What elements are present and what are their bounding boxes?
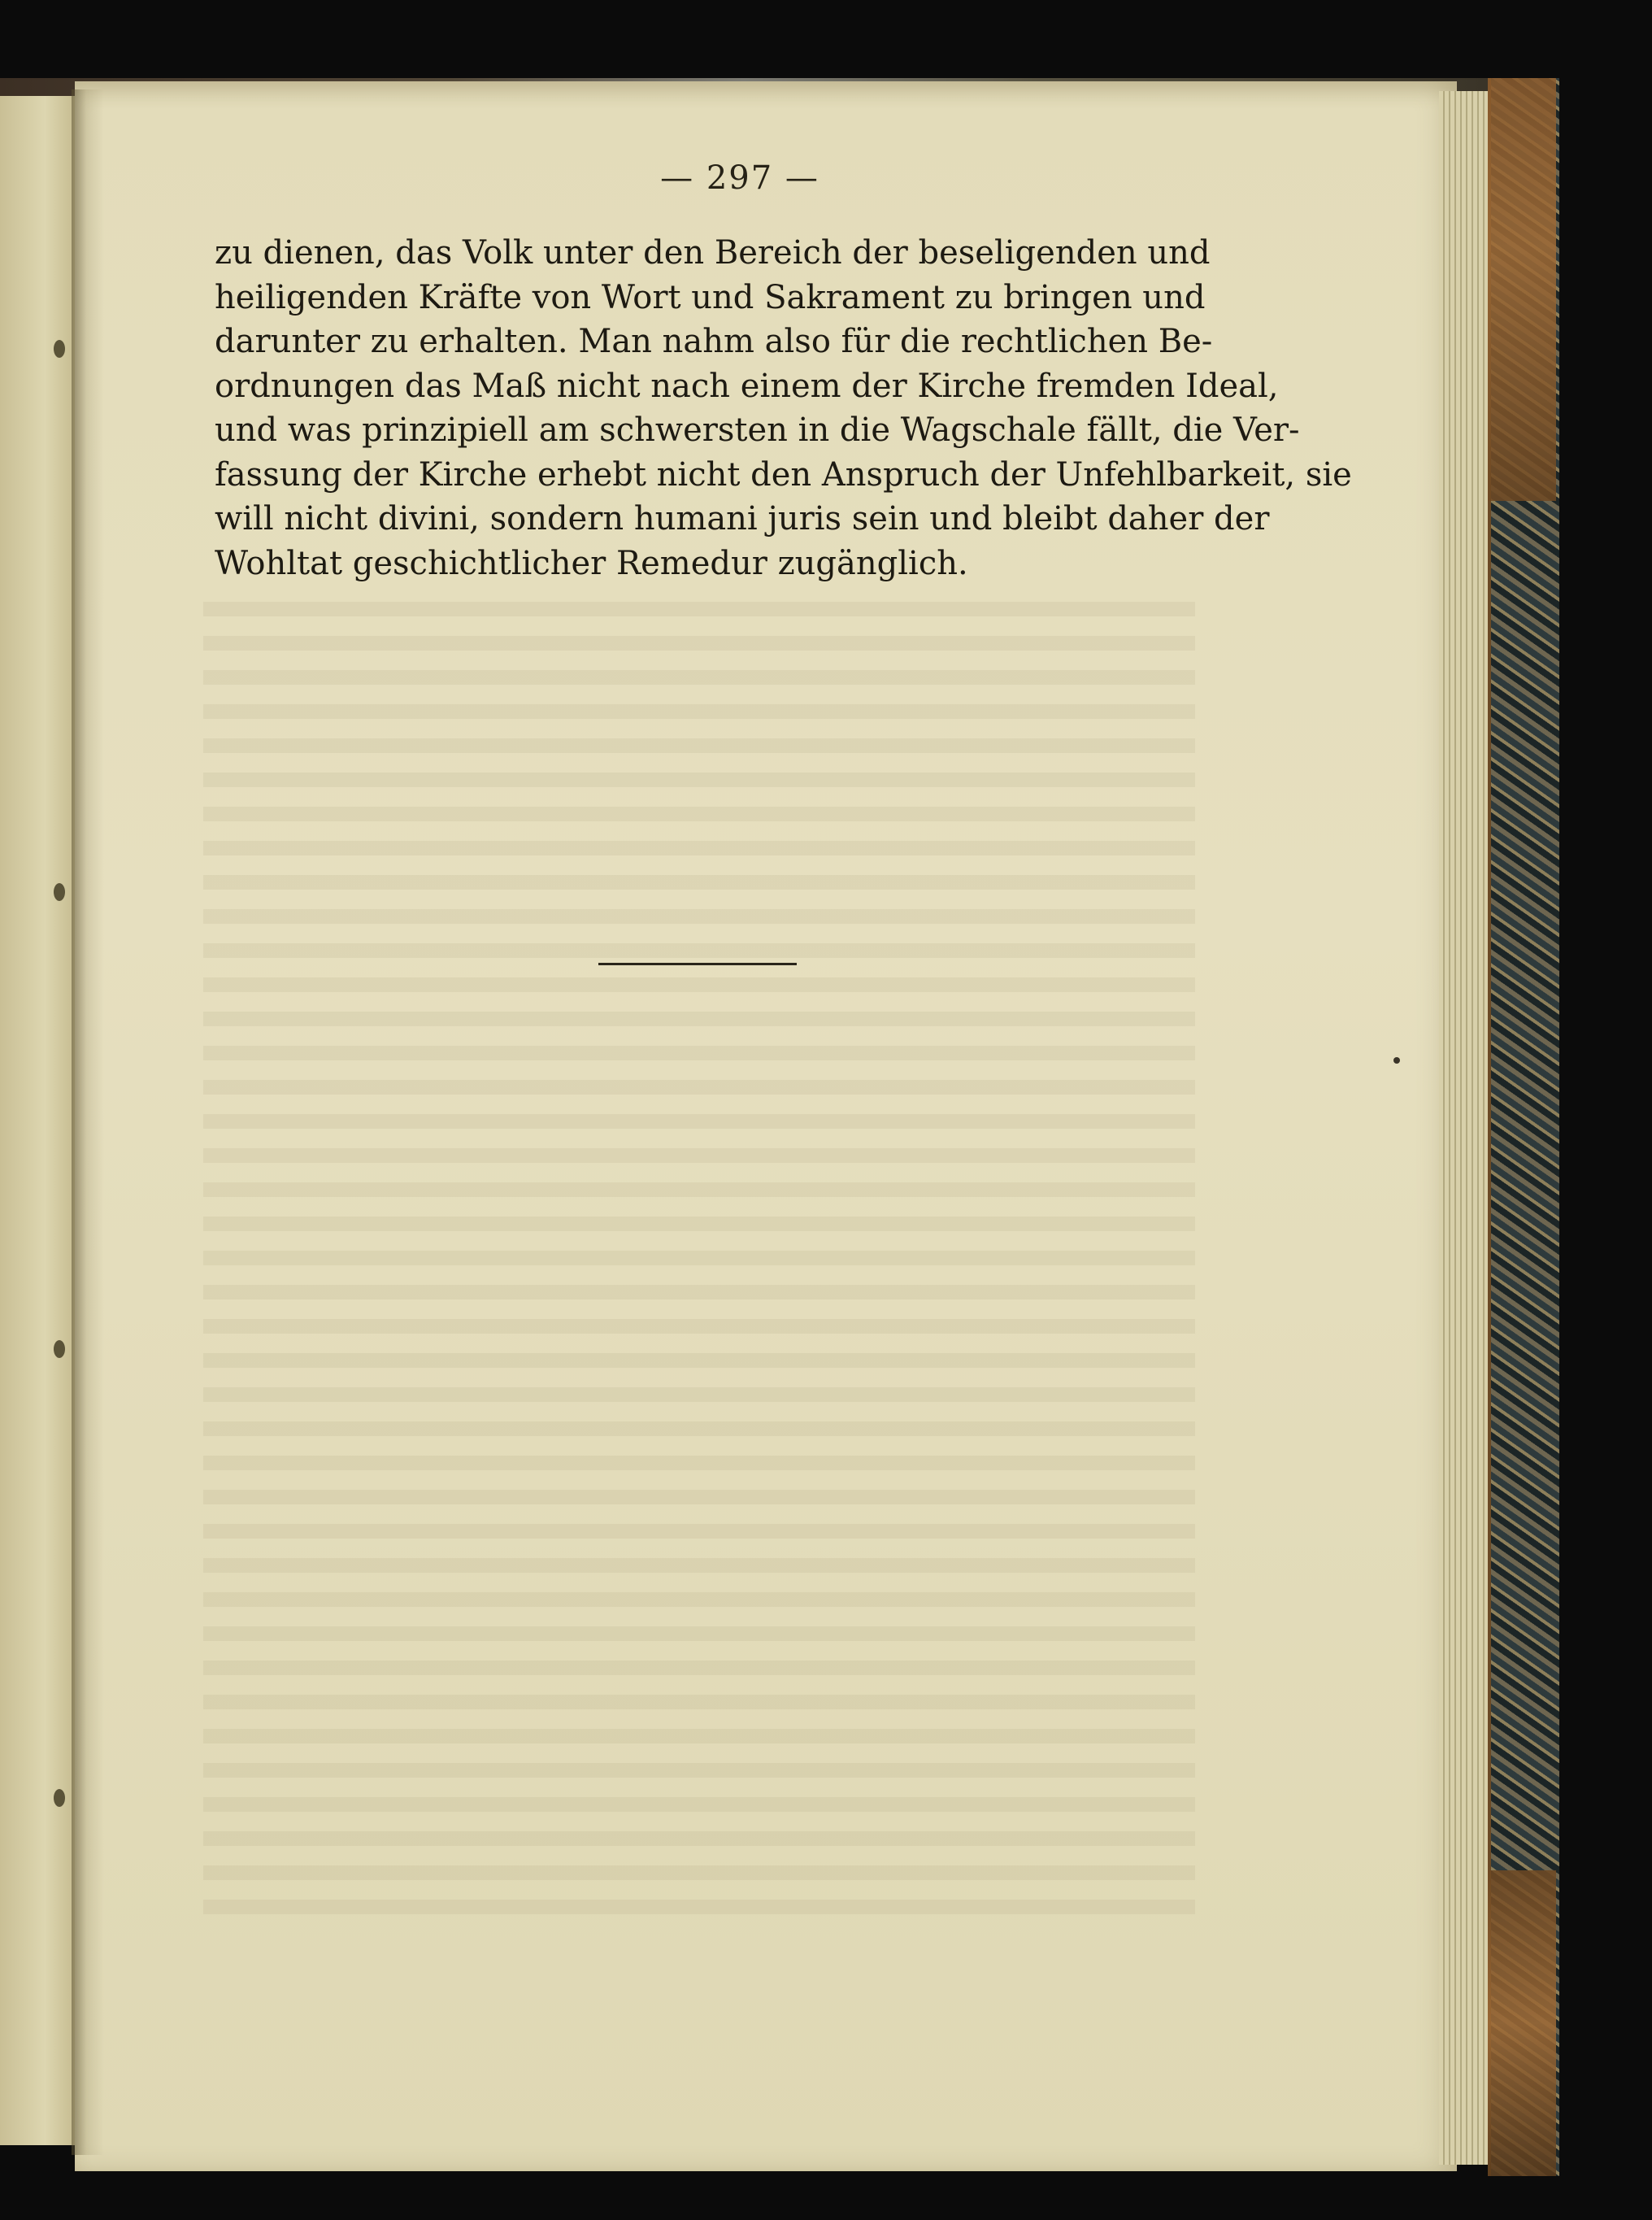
- text-line: zu dienen, das Volk unter den Bereich der beseligenden und: [215, 234, 1211, 272]
- text-line: Wohltat geschichtlicher Remedur zugänglich.: [215, 544, 968, 582]
- text-line: heiligenden Kräfte von Wort und Sakrament zu bringen und: [215, 278, 1206, 316]
- show-through-text: [203, 602, 1195, 1919]
- page-number: — 297 —: [660, 159, 819, 197]
- leather-corner-top: [1488, 78, 1556, 501]
- page-edges: [1439, 91, 1488, 2165]
- text-line: will nicht divini, sondern humani juris sein und bleibt daher der: [215, 500, 1270, 538]
- binding-stitch: [54, 1340, 65, 1358]
- text-line: darunter zu erhalten. Man nahm also für die rechtlichen Be-: [215, 323, 1213, 360]
- left-page-edge: [0, 96, 77, 2145]
- binding-stitch: [54, 883, 65, 901]
- section-divider-rule: [598, 963, 797, 965]
- binding-stitch: [54, 1789, 65, 1807]
- leather-corner-bottom: [1488, 1870, 1556, 2176]
- paper-speck: [1393, 1057, 1400, 1064]
- text-line: und was prinzipiell am schwersten in die Wagschale fällt, die Ver-: [215, 411, 1300, 449]
- text-line: fassung der Kirche erhebt nicht den Anspruch der Unfehlbarkeit, sie: [215, 455, 1352, 494]
- gutter-shadow: [72, 89, 104, 2155]
- text-line: ordnungen das Maß nicht nach einem der Kirche fremden Ideal,: [215, 367, 1279, 405]
- body-paragraph: [215, 231, 1352, 585]
- binding-stitch: [54, 340, 65, 358]
